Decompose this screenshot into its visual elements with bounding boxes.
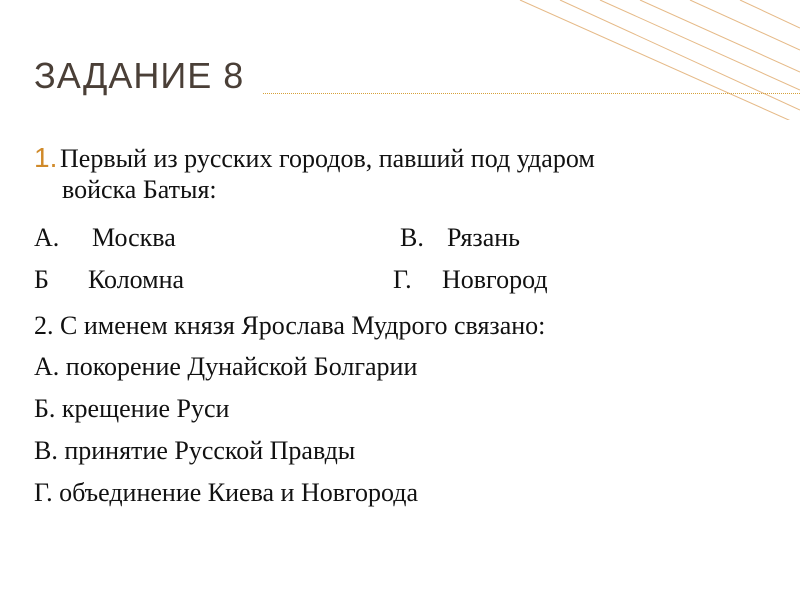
question-1-text: Первый из русских городов, павший под ударом xyxy=(60,144,595,173)
question-2-text: 2. С именем князя Ярослава Мудрого связано: xyxy=(34,311,546,340)
slide-title: ЗАДАНИЕ 8 xyxy=(34,55,245,96)
question-1-line-2: войска Батыя: xyxy=(62,175,217,204)
question-1-line-1 xyxy=(34,142,595,175)
q1-option-g-text: Новгород xyxy=(442,265,548,294)
q1-option-a-letter: А. xyxy=(34,223,60,252)
q1-option-a-text: Москва xyxy=(92,223,176,252)
q1-option-b-letter: Б xyxy=(34,265,49,294)
q2-option-v: В. принятие Русской Правды xyxy=(34,436,356,465)
q2-option-b: Б. крещение Руси xyxy=(34,394,230,423)
q2-option-a: А. покорение Дунайской Болгарии xyxy=(34,352,418,381)
q1-option-v-letter: В. xyxy=(400,223,424,252)
title-divider xyxy=(263,93,800,94)
q1-option-b-text: Коломна xyxy=(88,265,185,294)
question-1-number: 1. xyxy=(34,142,58,173)
q1-option-g-letter: Г. xyxy=(393,265,412,294)
q2-option-g: Г. объединение Киева и Новгорода xyxy=(34,478,419,507)
q1-option-v-text: Рязань xyxy=(447,223,521,252)
